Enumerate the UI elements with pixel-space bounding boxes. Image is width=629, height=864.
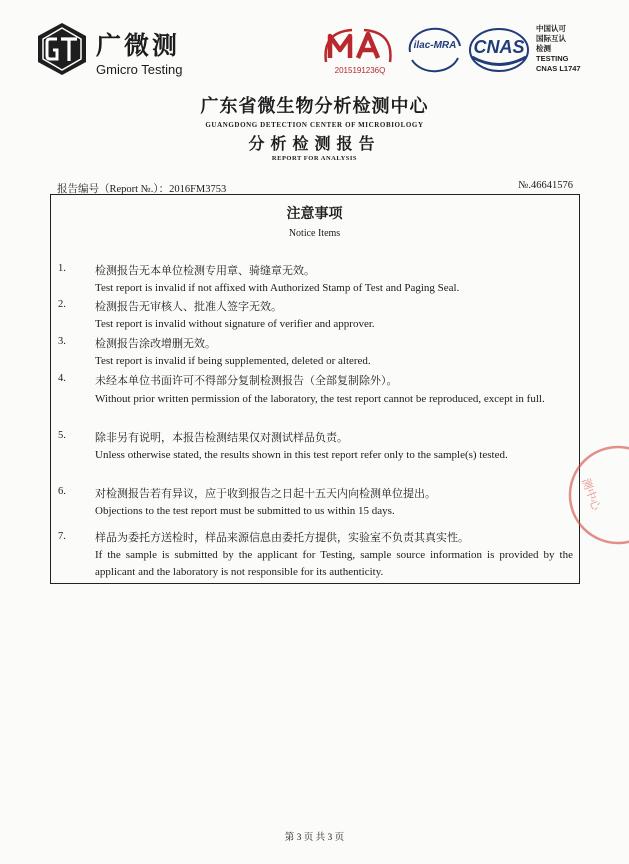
notice-item-number: 5. [58, 430, 66, 441]
center-title-en: GUANGDONG DETECTION CENTER OF MICROBIOLOGY [205, 121, 424, 129]
svg-text:测中心: 测中心 [579, 476, 603, 513]
notice-item-en: Test report is invalid if being supplemented, deleted or altered. [95, 355, 371, 367]
brand-name-cn: 广微测 [96, 31, 181, 60]
notice-title-cn: 注意事项 [286, 206, 343, 222]
report-number: 报告编号（Report №.）：2016FM3753 [57, 184, 227, 195]
cnas-side-line: TESTING [536, 54, 569, 63]
notice-item-en: Unless otherwise stated, the results shown in this test report refer only to the sample(s) tested. [95, 449, 508, 461]
cma-number: 2015191236Q [334, 66, 386, 75]
report-title-en: REPORT FOR ANALYSIS [271, 155, 358, 162]
notice-item-cn: 除非另有说明，本报告检测结果仅对测试样品负责。 [95, 431, 348, 444]
notice-item-cn: 未经本单位书面许可不得部分复制检测报告（全部复制除外）。 [95, 374, 398, 387]
brand-name-en: Gmicro Testing [96, 62, 183, 77]
serial-number: №.46641576 [518, 180, 573, 191]
notice-item-en: Objections to the test report must be submitted to us within 15 days. [95, 505, 395, 517]
notice-item-cn: 样品为委托方送检时，样品来源信息由委托方提供，实验室不负责其真实性。 [95, 531, 469, 544]
notice-item-number: 6. [58, 486, 66, 497]
ilac-mra-label: ilac-MRA [413, 40, 457, 51]
notice-item-en: Test report is invalid without signature of verifier and approver. [95, 318, 375, 330]
gmicro-logo-icon [36, 22, 88, 76]
notice-item-number: 3. [58, 336, 66, 347]
notice-item-number: 4. [58, 373, 66, 384]
cnas-side-line: 国际互认 [536, 34, 566, 43]
paging-seal-stamp-icon [560, 440, 629, 550]
notice-item-cn: 对检测报告若有异议，应于收到报告之日起十五天内向检测单位提出。 [95, 487, 436, 500]
notice-item-en: Without prior written permission of the laboratory, the test report cannot be reproduced, except in full. [95, 393, 545, 405]
page-number: 第 3 页 共 3 页 [284, 833, 345, 843]
notice-item-cn: 检测报告无审核人、批准人签字无效。 [95, 300, 282, 313]
cnas-label: CNAS [473, 37, 525, 57]
notice-item-cn: 检测报告涂改增删无效。 [95, 337, 216, 350]
notice-item-number: 1. [58, 263, 66, 274]
center-title-cn: 广东省微生物分析检测中心 [200, 96, 429, 117]
notice-item-en: Test report is invalid if not affixed with Authorized Stamp of Test and Paging Seal. [95, 282, 460, 294]
cnas-side-line: CNAS L1747 [536, 64, 581, 73]
notice-title-en: Notice Items [288, 228, 341, 239]
notice-item-en: If the sample is submitted by the applicant for Testing, sample source information is provided by the applicant and the laboratory is not responsible for its authenticity. [95, 549, 573, 578]
notice-item-number: 2. [58, 299, 66, 310]
cnas-side-line: 中国认可 [536, 24, 566, 33]
notice-item-cn: 检测报告无本单位检测专用章、骑缝章无效。 [95, 264, 315, 277]
report-title-cn: 分析检测报告 [248, 134, 381, 153]
cnas-accreditation-text [536, 24, 581, 74]
ilac-mra-logo-icon [404, 26, 466, 76]
notice-item-number: 7. [58, 531, 66, 542]
cnas-side-line: 检测 [536, 44, 551, 53]
notice-frame [50, 194, 580, 584]
